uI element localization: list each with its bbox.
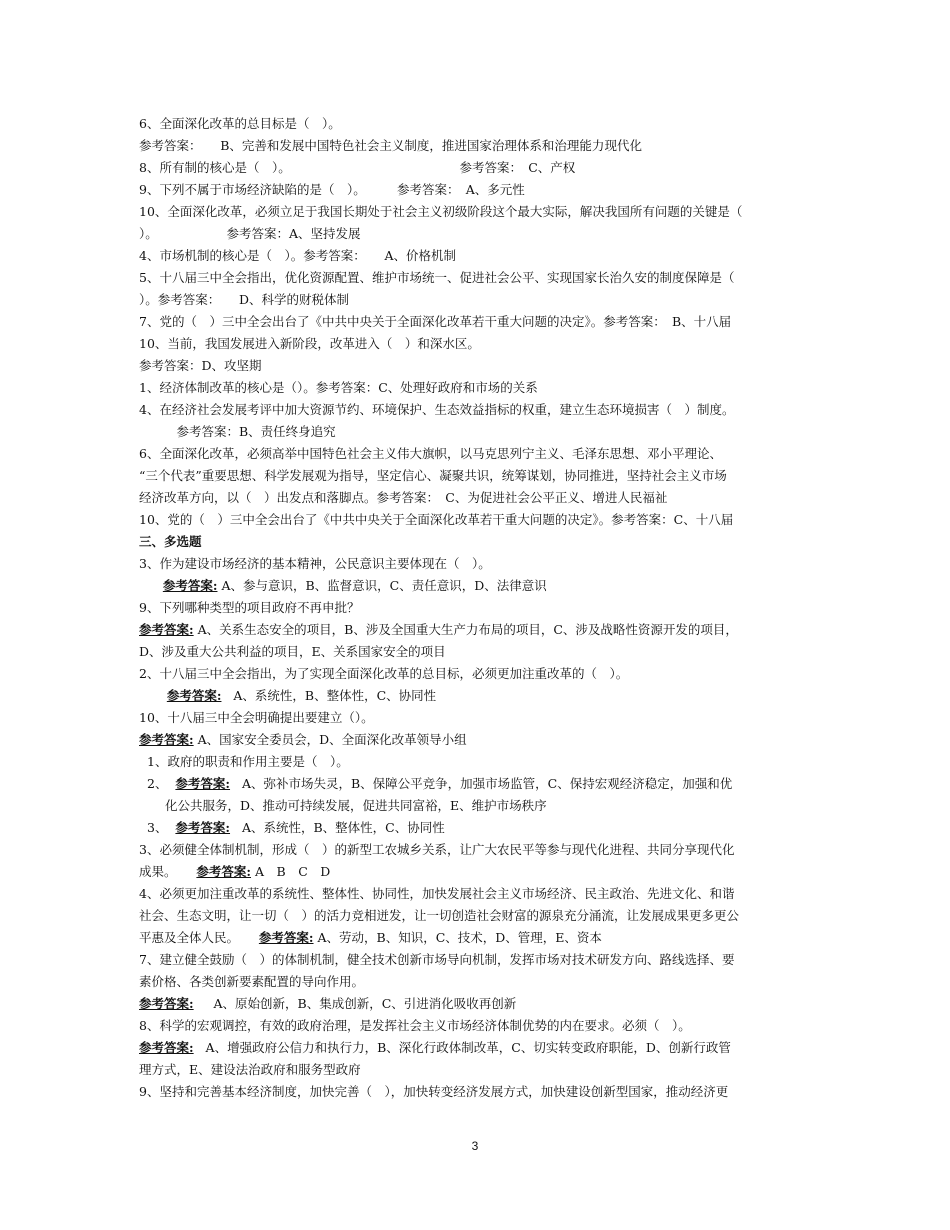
answer-line: [139, 729, 815, 751]
answer-label: 参考答案:: [162, 578, 218, 593]
answer-text: A、系统性，B、整体性，C、协同性: [241, 820, 445, 835]
text-line: 参考答案： B、完善和发展中国特色社会主义制度，推进国家治理体系和治理能力现代化: [139, 138, 642, 153]
answer-line: 理方式，E、建设法治政府和服务型政府: [139, 1062, 361, 1077]
text-line: 参考答案：D、攻坚期: [139, 358, 262, 373]
answer-text: A、关系生态安全的项目，B、涉及全国重大生产力布局的项目，C、涉及战略性资源开发的项目，: [197, 622, 738, 637]
text-line: “三个代表”重要思想、科学发展观为指导，坚定信心、凝聚共识，统筹谋划，协同推进，坚持社会主义市场: [139, 468, 727, 483]
answer-line: [139, 685, 815, 707]
answer-line: [139, 773, 815, 795]
answer-line: [139, 575, 815, 597]
question-line: 素价格、各类创新要素配置的导向作用。: [139, 974, 365, 989]
document-body: [139, 113, 815, 1103]
question-line: 9、下列哪种类型的项目政府不再申批？: [139, 600, 360, 615]
answer-text: A B C D: [255, 864, 331, 879]
text-line: 10、全面深化改革，必须立足于我国长期处于社会主义初级阶段这个最大实际，解决我国所有问题的关键是（: [139, 204, 743, 219]
question-line: [139, 861, 815, 883]
answer-label: 参考答案:: [175, 776, 231, 791]
question-line: 3、必须健全体制机制，形成（ ）的新型工农城乡关系，让广大农民平等参与现代化进程、共同分享现代化: [139, 842, 735, 857]
answer-line: [139, 817, 815, 839]
answer-line: D、涉及重大公共利益的项目，E、关系国家安全的项目: [139, 644, 446, 659]
question-line: 4、必须更加注重改革的系统性、整体性、协同性，加快发展社会主义市场经济、民主政治、先进文化、和谐: [139, 886, 735, 901]
question-line: 7、建立健全鼓励（ ）的体制机制，健全技术创新市场导向机制，发挥市场对技术研发方向、路线选择、要: [139, 952, 735, 967]
answer-label: 参考答案:: [175, 820, 231, 835]
item-number: 3、: [147, 820, 168, 835]
text-line: 9、下列不属于市场经济缺陷的是（ ）。 参考答案： A、多元性: [139, 182, 525, 197]
question-line: 10、十八届三中全会明确提出要建立（）。: [139, 710, 374, 725]
question-line: 9、坚持和完善基本经济制度，加快完善（ ），加快转变经济发展方式，加快建设创新型国家，推动经济更: [139, 1084, 729, 1099]
question-line: 社会、生态文明，让一切（ ）的活力竞相迸发，让一切创造社会财富的源泉充分涌流，让发展成果更多更公: [139, 908, 740, 923]
text-line: 8、所有制的核心是（ ）。 参考答案： C、产权: [139, 160, 576, 175]
text-line: ）。参考答案： D、科学的财税体制: [139, 292, 350, 307]
text-line: 7、党的（ ）三中全会出台了《中共中央关于全面深化改革若干重大问题的决定》。参考答案： B、十八届: [139, 314, 732, 329]
item-number: 2、: [147, 776, 168, 791]
question-line: 8、科学的宏观调控，有效的政府治理，是发挥社会主义市场经济体制优势的内在要求。必须（ ）。: [139, 1018, 691, 1033]
answer-label: 参考答案:: [258, 930, 314, 945]
text-line: 6、全面深化改革，必须高举中国特色社会主义伟大旗帜，以马克思列宁主义、毛泽东思想、邓小平理论、: [139, 446, 722, 461]
answer-text: A、增强政府公信力和执行力，B、深化行政体制改革，C、切实转变政府职能，D、创新行政管: [205, 1040, 731, 1055]
text-line: 经济改革方向，以（ ）出发点和落脚点。参考答案： C、为促进社会公平正义、增进人民福祉: [139, 490, 668, 505]
question-text: 平惠及全体人民。: [139, 930, 240, 945]
answer-label: 参考答案:: [196, 864, 252, 879]
answer-text: A、原始创新，B、集成创新，C、引进消化吸收再创新: [213, 996, 517, 1011]
answer-line: 化公共服务，D、推动可持续发展，促进共同富裕，E、维护市场秩序: [165, 798, 547, 813]
answer-label: 参考答案:: [139, 732, 194, 747]
question-line: [139, 927, 815, 949]
answer-label: 参考答案:: [139, 622, 194, 637]
text-line: ）。 参考答案：A、坚持发展: [139, 226, 361, 241]
text-line: 10、当前，我国发展进入新阶段，改革进入（ ）和深水区。: [139, 336, 480, 351]
text-line: 10、党的（ ）三中全会出台了《中共中央关于全面深化改革若干重大问题的决定》。参考答案：C、十八届: [139, 512, 734, 527]
text-line: 4、在经济社会发展考评中加大资源节约、环境保护、生态效益指标的权重，建立生态环境损害（ ）制度。: [139, 402, 735, 417]
answer-line: [139, 619, 815, 641]
answer-line: [139, 1037, 815, 1059]
section-heading: 三、多选题: [139, 534, 202, 549]
answer-label: 参考答案:: [139, 1040, 194, 1055]
answer-text: A、系统性，B、整体性，C、协同性: [233, 688, 437, 703]
question-line: 2、十八届三中全会指出，为了实现全面深化改革的总目标，必须更加注重改革的（ ）。: [139, 666, 629, 681]
text-line: 1、经济体制改革的核心是（）。参考答案：C、处理好政府和市场的关系: [139, 380, 538, 395]
text-line: 4、市场机制的核心是（ ）。参考答案： A、价格机制: [139, 248, 456, 263]
answer-text: A、国家安全委员会，D、全面深化改革领导小组: [197, 732, 467, 747]
answer-text: A、弥补市场失灵，B、保障公平竞争，加强市场监管，C、保持宏观经济稳定，加强和优: [241, 776, 733, 791]
question-text: 成果。: [139, 864, 177, 879]
text-line: 参考答案：B、责任终身追究: [139, 424, 336, 439]
text-line: 6、全面深化改革的总目标是（ ）。: [139, 116, 341, 131]
answer-text: A、参与意识，B、监督意识，C、责任意识，D、法律意识: [221, 578, 547, 593]
answer-line: [139, 993, 815, 1015]
text-line: 5、十八届三中全会指出，优化资源配置、维护市场统一、促进社会公平、实现国家长治久安的制度保障是（: [139, 270, 735, 285]
answer-text: A、劳动，B、知识，C、技术，D、管理，E、资本: [317, 930, 602, 945]
answer-label: 参考答案:: [166, 688, 222, 703]
question-line: 1、政府的职责和作用主要是（ ）。: [147, 754, 349, 769]
question-line: 3、作为建设市场经济的基本精神，公民意识主要体现在（ ）。: [139, 556, 491, 571]
page-number: 3: [471, 1139, 479, 1153]
answer-label: 参考答案:: [139, 996, 194, 1011]
